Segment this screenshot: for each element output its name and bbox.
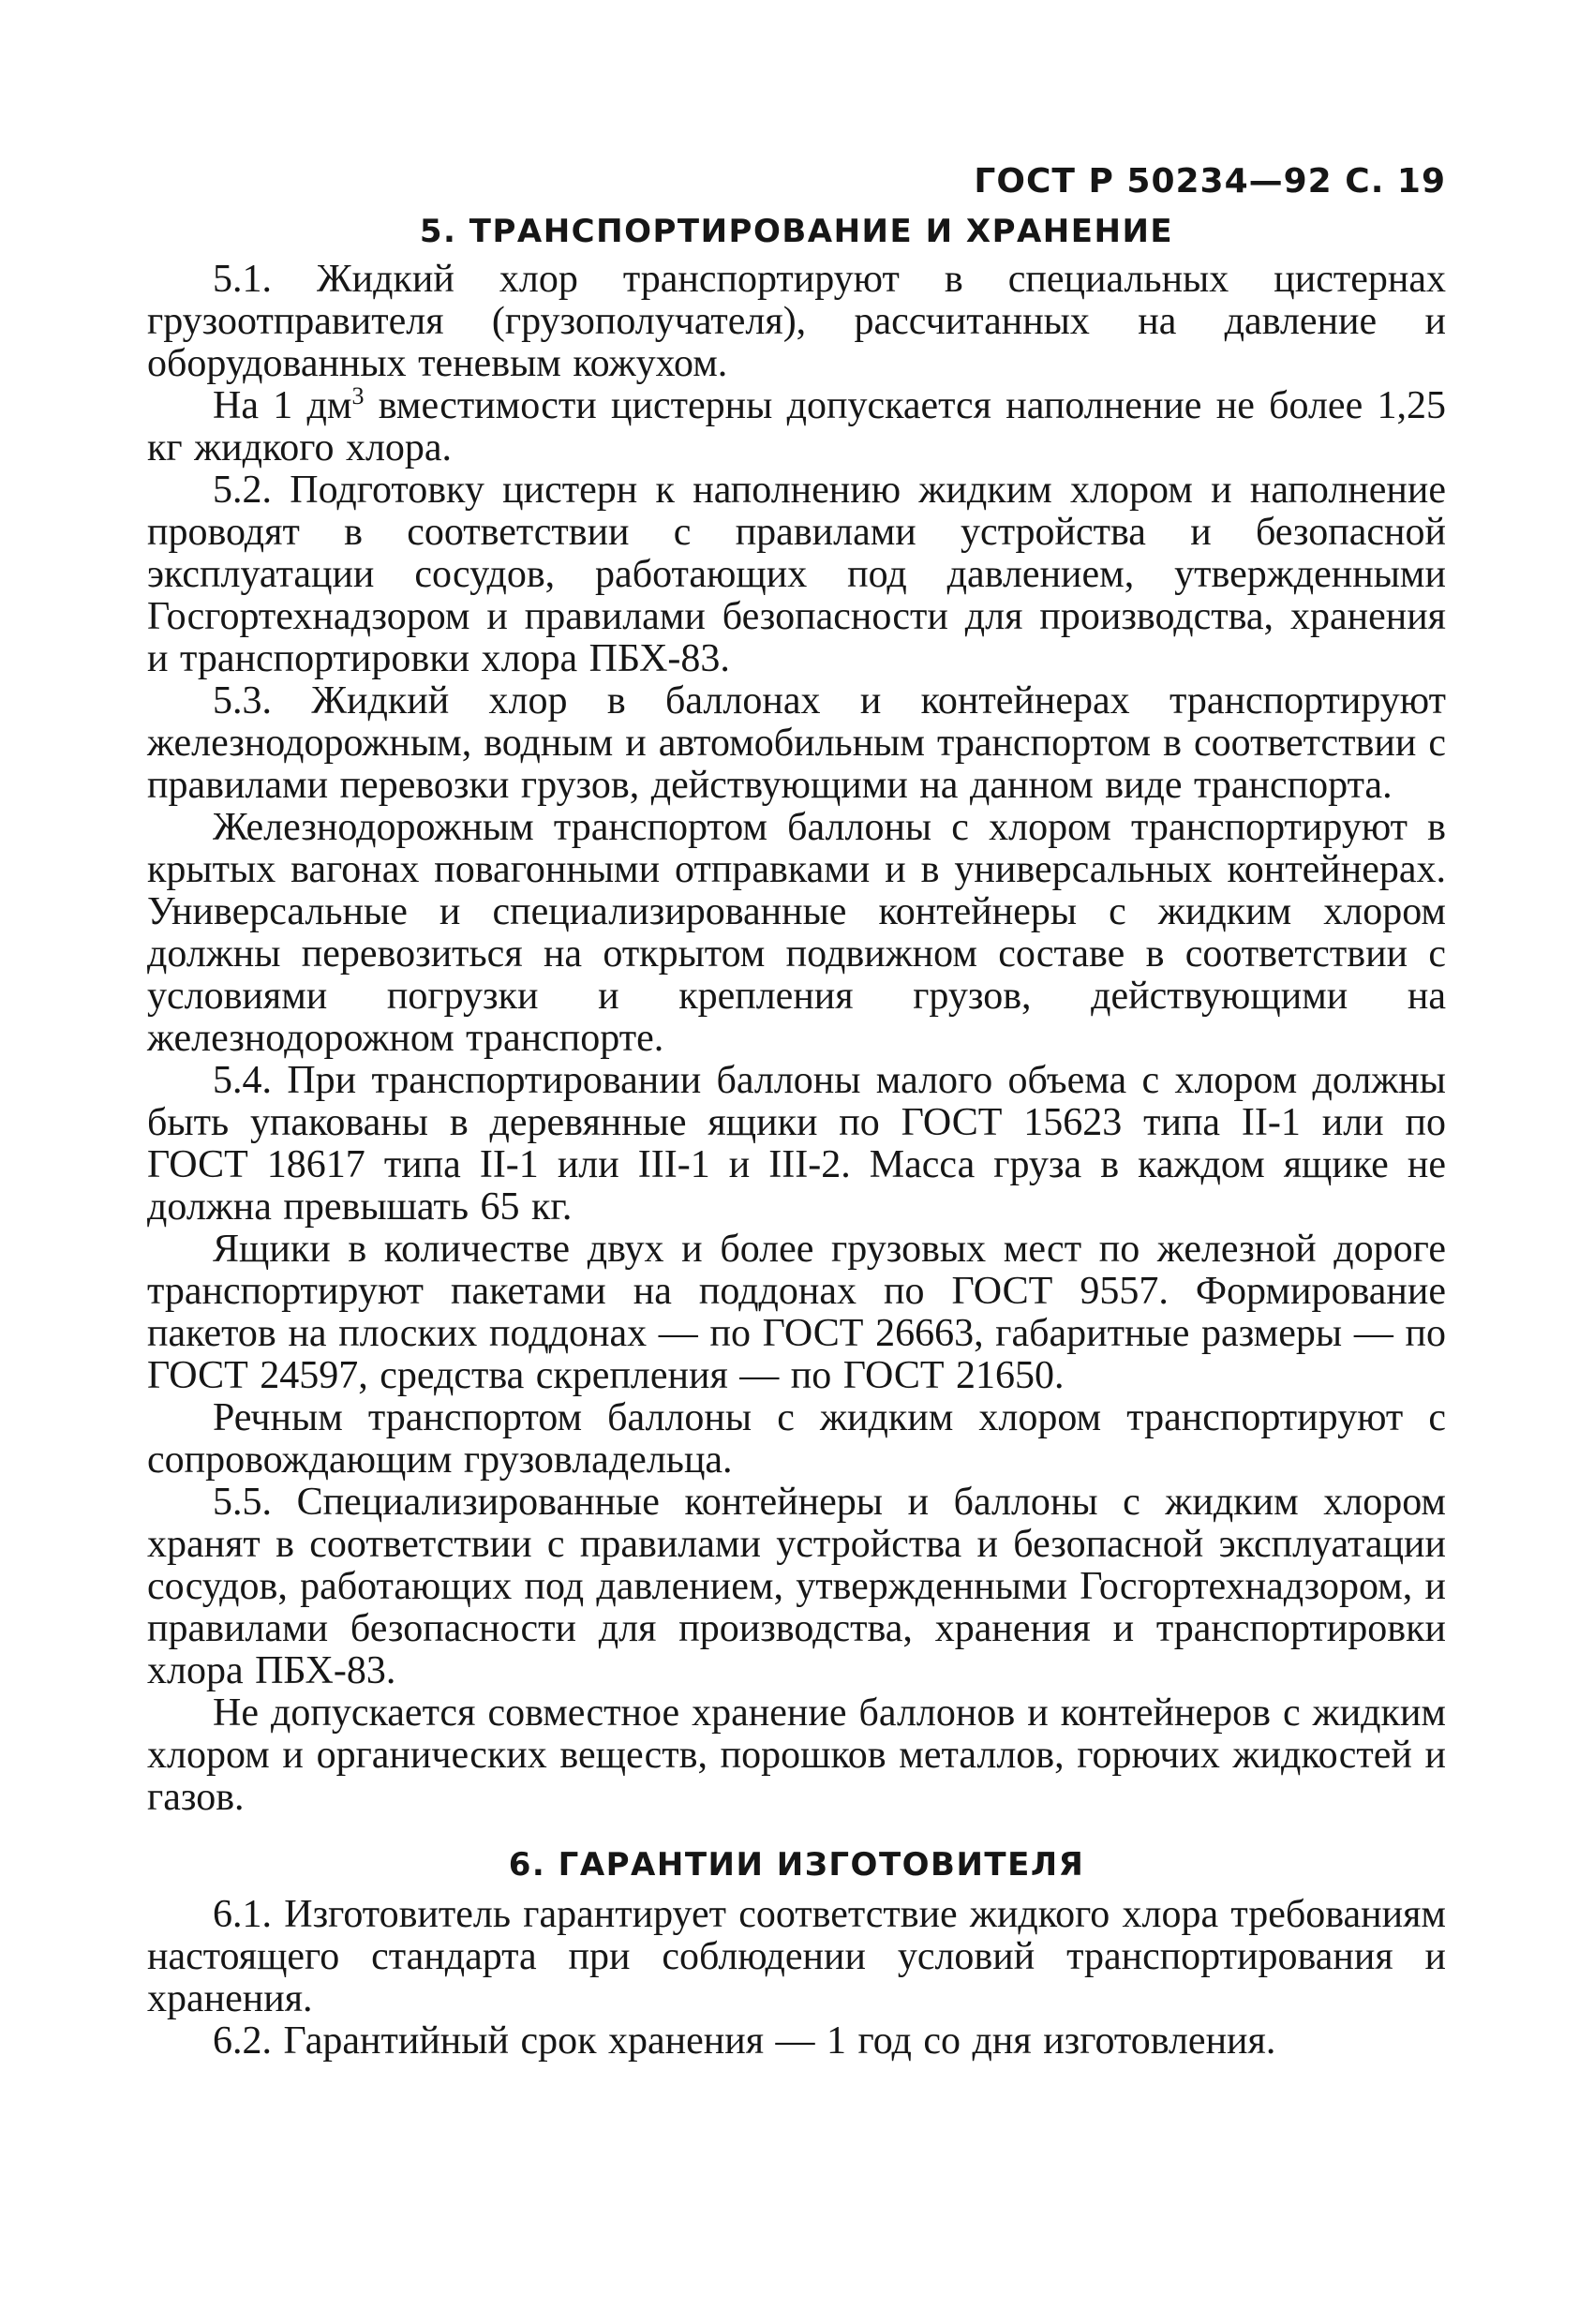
paragraph-boxes-packaging: Ящики в количестве двух и более грузовых мест по железной дороге транспортируют пакетами на поддонах по ГОСТ 9557. Формирование пакетов на плоских поддонах — по ГОСТ 26663, габаритные размеры — по ГОСТ 24597, средства скрепления — по ГОСТ 21650. [147, 1228, 1446, 1397]
paragraph-5-5: 5.5. Специализированные контейнеры и баллоны с жидким хлором хранят в соответствии с правилами устройства и безопасной эксплуатации сосудов, работающих под давлением, утвержденными Госгортехнадзором, и правилами безопасности для производства, хранения и транспортировки хлора ПБХ-83. [147, 1481, 1446, 1692]
running-header: ГОСТ Р 50234—92 С. 19 [974, 162, 1446, 201]
document-page [147, 161, 1446, 2063]
section-5-heading: 5. ТРАНСПОРТИРОВАНИЕ И ХРАНЕНИЕ [419, 213, 1174, 250]
fill-limit-text-start: На 1 дм [213, 384, 352, 427]
paragraph-6-1: 6.1. Изготовитель гарантирует соответствие жидкого хлора требованиям настоящего стандарта при соблюдении условий транспортирования и хранения. [147, 1893, 1446, 2020]
paragraph-5-2: 5.2. Подготовку цистерн к наполнению жидким хлором и наполнение проводят в соответствии с правилами устройства и безопасной эксплуатации сосудов, работающих под давлением, утвержденными Госгортехнадзором и правилами безопасности для производства, хранения и транспортировки хлора ПБХ-83. [147, 469, 1446, 680]
fill-limit-superscript: 3 [351, 382, 365, 410]
paragraph-5-3: 5.3. Жидкий хлор в баллонах и контейнерах транспортируют железнодорожным, водным и автомобильным транспортом в соответствии с правилами перевозки грузов, действующими на данном виде транспорта. [147, 679, 1446, 807]
fill-limit-text-end: вместимости цистерны допускается наполнение не более 1,25 кг жидкого хлора. [147, 384, 1447, 469]
paragraph-5-1: 5.1. Жидкий хлор транспортируют в специальных цистернах грузоотправителя (грузополучателя), рассчитанных на давление и оборудованных теневым кожухом. [147, 258, 1446, 385]
section-6-heading: 6. ГАРАНТИИ ИЗГОТОВИТЕЛЯ [508, 1846, 1085, 1884]
paragraph-fill-limit [147, 382, 1447, 469]
paragraph-6-2: 6.2. Гарантийный срок хранения — 1 год со дня изготовления. [213, 2019, 1276, 2063]
paragraph-river-transport: Речным транспортом баллоны с жидким хлором транспортируют с сопровождающим грузовладельца. [147, 1396, 1446, 1482]
paragraph-storage-restriction: Не допускается совместное хранение баллонов и контейнеров с жидким хлором и органических веществ, порошков металлов, горючих жидкостей и газов. [147, 1691, 1446, 1819]
paragraph-rail-transport: Железнодорожным транспортом баллоны с хлором транспортируют в крытых вагонах повагонными отправками и в универсальных контейнерах. Универсальные и специализированные контейнеры с жидким хлором должны перевозиться на открытом подвижном составе в соответствии с условиями погрузки и крепления грузов, действующими на железнодорожном транспорте. [147, 806, 1446, 1060]
paragraph-5-4: 5.4. При транспортировании баллоны малого объема с хлором должны быть упакованы в деревянные ящики по ГОСТ 15623 типа II-1 или по ГОСТ 18617 типа II-1 или III-1 и III-2. Масса груза в каждом ящике не должна превышать 65 кг. [147, 1059, 1446, 1229]
